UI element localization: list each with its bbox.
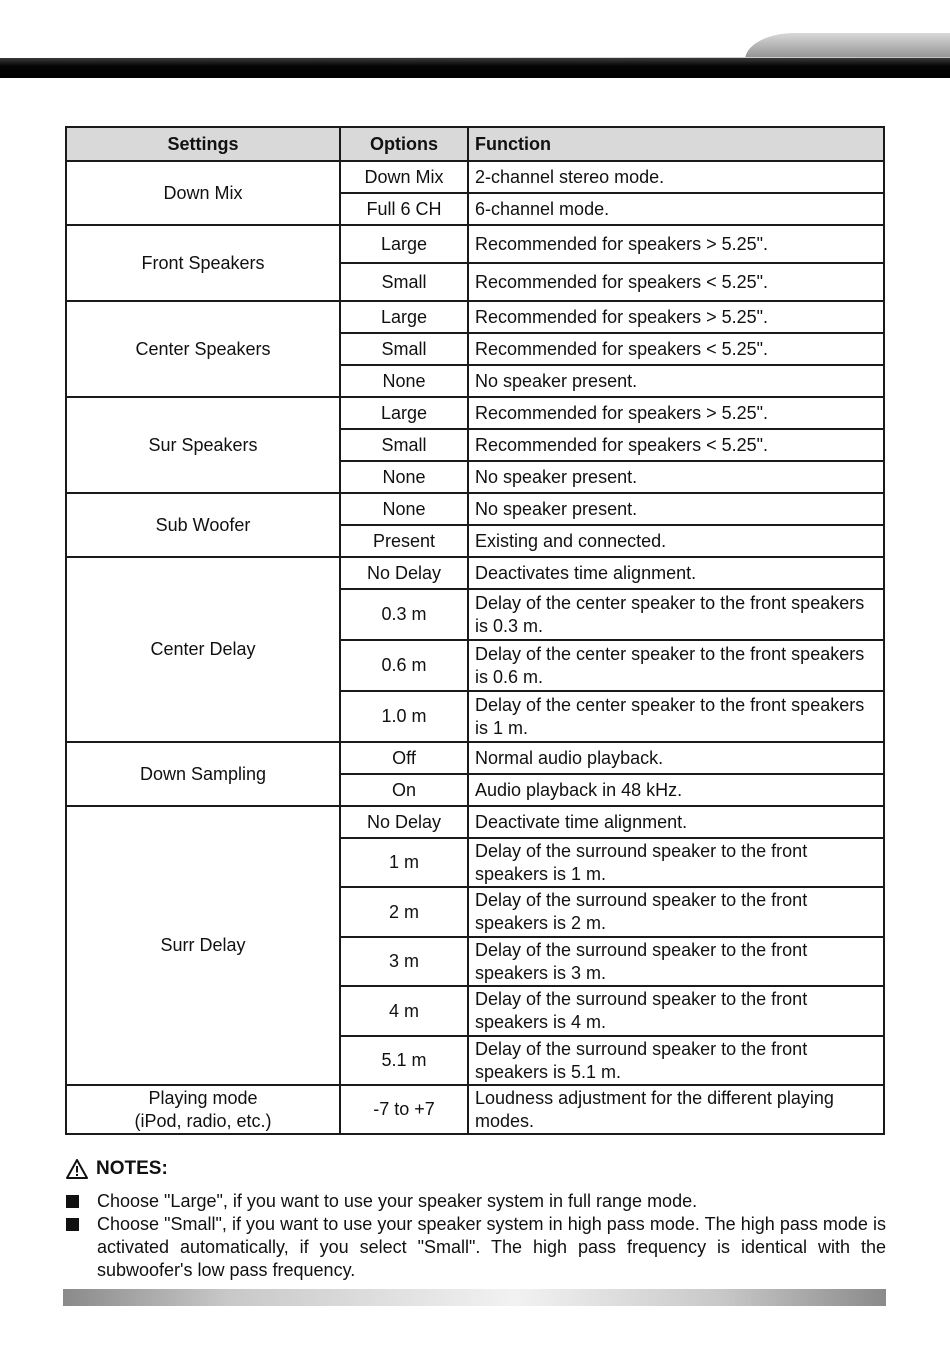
function-cell: Audio playback in 48 kHz. — [468, 774, 884, 806]
option-cell: Large — [340, 397, 468, 429]
option-cell: Large — [340, 301, 468, 333]
table-row — [66, 1085, 884, 1134]
function-cell: Delay of the surround speaker to the front speakers is 5.1 m. — [468, 1036, 884, 1085]
function-cell: Delay of the center speaker to the front speakers is 0.3 m. — [468, 589, 884, 640]
table-row — [66, 493, 884, 525]
option-cell: None — [340, 461, 468, 493]
option-cell: No Delay — [340, 806, 468, 838]
note-text: Choose "Small", if you want to use your speaker system in high pass mode. The high pass mode is activated automatically, if you select "Small". The high pass frequency is identical with the subwoofer's low pass frequency. — [97, 1214, 886, 1280]
notes-list — [66, 1190, 886, 1282]
function-cell: Recommended for speakers < 5.25". — [468, 333, 884, 365]
function-cell: Recommended for speakers > 5.25". — [468, 225, 884, 263]
option-cell: 1 m — [340, 838, 468, 887]
option-cell: On — [340, 774, 468, 806]
function-cell: Delay of the center speaker to the front speakers is 0.6 m. — [468, 640, 884, 691]
option-cell: Small — [340, 263, 468, 301]
option-cell: Down Mix — [340, 161, 468, 193]
function-cell: 2-channel stereo mode. — [468, 161, 884, 193]
option-cell: 4 m — [340, 986, 468, 1036]
table-body — [66, 161, 884, 1134]
table-row — [66, 742, 884, 774]
setting-cell: Surr Delay — [66, 806, 340, 1085]
setting-cell: Down Sampling — [66, 742, 340, 806]
function-cell: No speaker present. — [468, 365, 884, 397]
table-row — [66, 301, 884, 333]
setting-cell: Playing mode (iPod, radio, etc.) — [66, 1085, 340, 1134]
header-tab-decoration — [745, 33, 950, 60]
function-cell: Loudness adjustment for the different playing modes. — [468, 1085, 884, 1134]
header-options: Options — [340, 127, 468, 161]
function-cell: Recommended for speakers > 5.25". — [468, 397, 884, 429]
settings-table — [65, 126, 885, 1135]
option-cell: None — [340, 365, 468, 397]
function-cell: Recommended for speakers > 5.25". — [468, 301, 884, 333]
table-header-row — [66, 127, 884, 161]
setting-cell: Sub Woofer — [66, 493, 340, 557]
bullet-square-icon — [66, 1195, 79, 1208]
setting-cell: Front Speakers — [66, 225, 340, 301]
setting-cell: Center Delay — [66, 557, 340, 742]
option-cell: 1.0 m — [340, 691, 468, 742]
option-cell: Large — [340, 225, 468, 263]
option-cell: 0.6 m — [340, 640, 468, 691]
option-cell: 3 m — [340, 937, 468, 986]
function-cell: Deactivate time alignment. — [468, 806, 884, 838]
function-cell: Delay of the surround speaker to the front speakers is 1 m. — [468, 838, 884, 887]
table-row — [66, 397, 884, 429]
function-cell: Existing and connected. — [468, 525, 884, 557]
table-row — [66, 161, 884, 193]
bullet-square-icon — [66, 1218, 79, 1231]
function-cell: Deactivates time alignment. — [468, 557, 884, 589]
function-cell: Delay of the center speaker to the front speakers is 1 m. — [468, 691, 884, 742]
option-cell: Present — [340, 525, 468, 557]
option-cell: 5.1 m — [340, 1036, 468, 1085]
option-cell: Off — [340, 742, 468, 774]
function-cell: 6-channel mode. — [468, 193, 884, 225]
function-cell: Recommended for speakers < 5.25". — [468, 263, 884, 301]
function-cell: Delay of the surround speaker to the front speakers is 2 m. — [468, 887, 884, 937]
function-cell: Delay of the surround speaker to the front speakers is 3 m. — [468, 937, 884, 986]
option-cell: -7 to +7 — [340, 1085, 468, 1134]
warning-triangle-icon — [66, 1159, 88, 1179]
function-cell: No speaker present. — [468, 461, 884, 493]
option-cell: None — [340, 493, 468, 525]
option-cell: Small — [340, 429, 468, 461]
setting-cell: Sur Speakers — [66, 397, 340, 493]
option-cell: Full 6 CH — [340, 193, 468, 225]
note-text: Choose "Large", if you want to use your speaker system in full range mode. — [97, 1191, 698, 1211]
table-row — [66, 806, 884, 838]
setting-cell: Down Mix — [66, 161, 340, 225]
footer-bar — [63, 1289, 886, 1306]
notes-title: NOTES: — [96, 1158, 168, 1179]
header-settings: Settings — [66, 127, 340, 161]
option-cell: 2 m — [340, 887, 468, 937]
setting-cell: Center Speakers — [66, 301, 340, 397]
table-row — [66, 225, 884, 263]
header-function: Function — [468, 127, 884, 161]
function-cell: Normal audio playback. — [468, 742, 884, 774]
option-cell: Small — [340, 333, 468, 365]
header-bar — [0, 58, 950, 78]
function-cell: Delay of the surround speaker to the front speakers is 4 m. — [468, 986, 884, 1036]
note-item — [66, 1213, 886, 1282]
notes-heading — [66, 1158, 168, 1180]
option-cell: 0.3 m — [340, 589, 468, 640]
function-cell: No speaker present. — [468, 493, 884, 525]
note-item — [66, 1190, 886, 1213]
function-cell: Recommended for speakers < 5.25". — [468, 429, 884, 461]
table-row — [66, 557, 884, 589]
option-cell: No Delay — [340, 557, 468, 589]
